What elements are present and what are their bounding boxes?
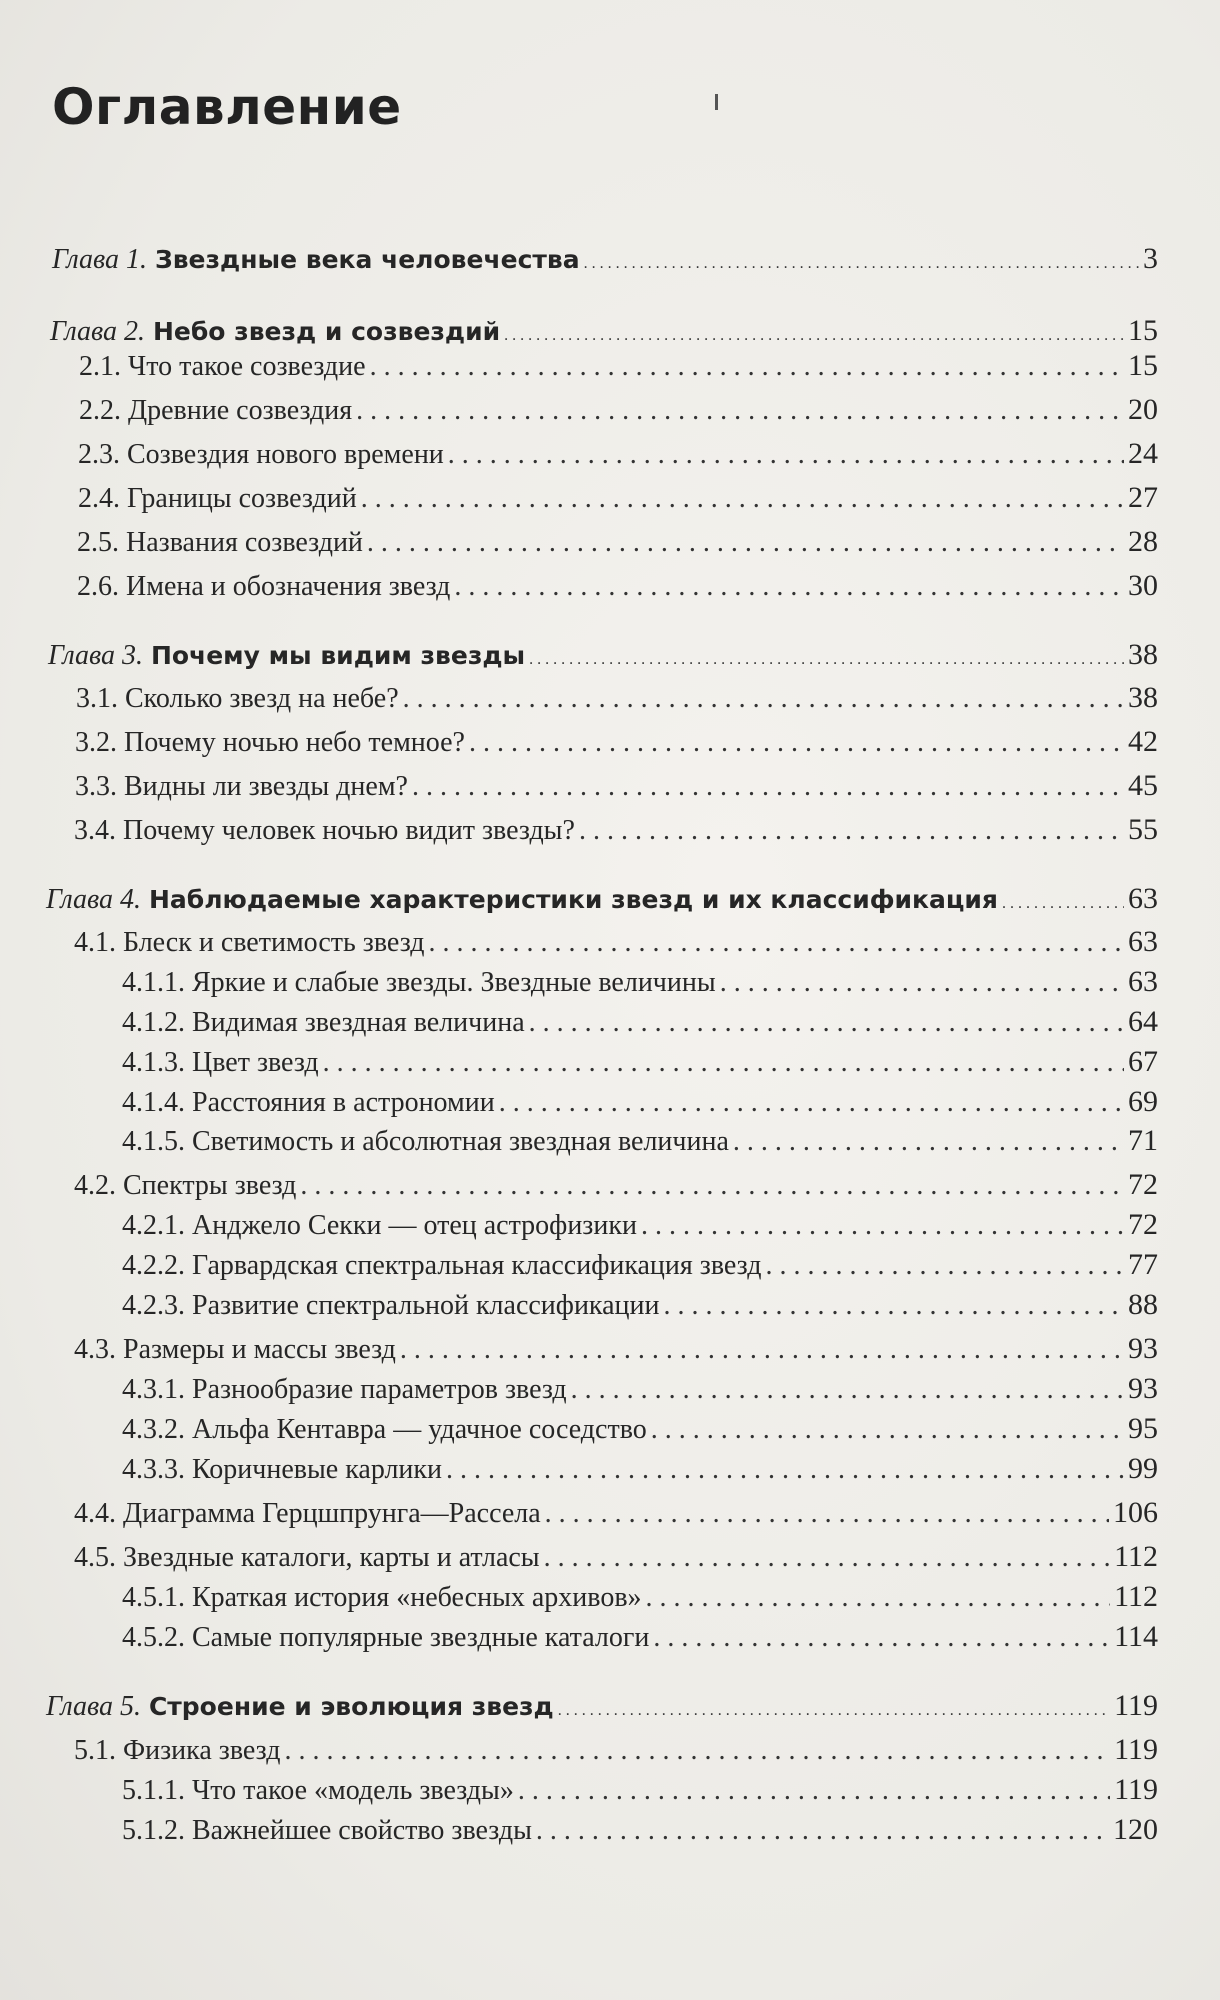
toc-entry-label xyxy=(50,316,500,348)
toc-chapter-row xyxy=(46,882,1158,922)
toc-entry-label: 4.1.1. Яркие и слабые звезды. Звездные величины xyxy=(122,967,716,998)
page-number: 88 xyxy=(1128,1288,1158,1321)
dot-leader xyxy=(663,1290,1124,1322)
dot-leader xyxy=(545,1498,1109,1530)
toc-section-row xyxy=(74,1540,1158,1580)
toc-entry-label: 4.2.3. Развитие спектральной классификации xyxy=(122,1290,660,1321)
dot-leader xyxy=(651,1414,1124,1446)
dot-leader xyxy=(448,439,1124,471)
dot-leader xyxy=(504,327,1124,345)
toc-section-row xyxy=(76,681,1158,721)
dot-leader xyxy=(356,395,1124,427)
page-number: 20 xyxy=(1128,393,1158,426)
toc-section-row xyxy=(79,349,1158,389)
toc-subsection-row xyxy=(122,1452,1158,1492)
toc-section-row xyxy=(74,1332,1158,1372)
dot-leader xyxy=(765,1250,1124,1282)
page-number: 69 xyxy=(1128,1085,1158,1118)
chapter-title: Почему мы видим звезды xyxy=(150,641,526,670)
dot-leader xyxy=(518,1775,1110,1807)
page-number: 120 xyxy=(1113,1813,1158,1846)
dot-leader xyxy=(429,927,1125,959)
dot-leader xyxy=(361,483,1124,515)
page-number: 24 xyxy=(1128,437,1158,470)
toc-subsection-row xyxy=(122,965,1158,1005)
toc-subsection-row xyxy=(122,1773,1158,1813)
dot-leader xyxy=(529,1007,1124,1039)
dot-leader xyxy=(403,683,1124,715)
dot-leader xyxy=(454,571,1124,603)
toc-chapter-row xyxy=(46,1689,1158,1729)
toc-entry-label: 2.3. Созвездия нового времени xyxy=(78,439,444,470)
toc-entry-label: 3.4. Почему человек ночью видит звезды? xyxy=(74,815,575,846)
dot-leader xyxy=(412,771,1124,803)
toc-entry-label: 5.1. Физика звезд xyxy=(74,1735,281,1766)
dot-leader xyxy=(1002,895,1124,913)
page-title: Оглавление xyxy=(52,78,402,136)
page-number: 112 xyxy=(1114,1580,1158,1613)
dot-leader xyxy=(653,1622,1110,1654)
toc-entry-label: 4.1.3. Цвет звезд xyxy=(122,1047,319,1078)
dot-leader xyxy=(733,1126,1124,1158)
toc-section-row xyxy=(74,1733,1158,1773)
toc-subsection-row xyxy=(122,1085,1158,1125)
dot-leader xyxy=(529,651,1124,669)
page-number: 93 xyxy=(1128,1372,1158,1405)
dot-leader xyxy=(499,1087,1124,1119)
page-number: 106 xyxy=(1113,1496,1158,1529)
page-number: 42 xyxy=(1128,725,1158,758)
toc-entry-label: 4.3.3. Коричневые карлики xyxy=(122,1454,443,1485)
page-number: 72 xyxy=(1128,1168,1158,1201)
dot-leader xyxy=(300,1170,1124,1202)
dot-leader xyxy=(544,1542,1111,1574)
dot-leader xyxy=(641,1210,1124,1242)
page-number: 114 xyxy=(1114,1620,1158,1653)
toc-entry-label: 2.1. Что такое созвездие xyxy=(79,351,366,382)
page-number: 119 xyxy=(1114,1689,1158,1722)
toc-entry-label: 3.2. Почему ночью небо темное? xyxy=(75,727,465,758)
dot-leader xyxy=(584,255,1139,273)
page-number: 99 xyxy=(1128,1452,1158,1485)
toc-section-row xyxy=(78,437,1158,477)
dot-leader xyxy=(536,1815,1109,1847)
toc-entry-label: 4.2.1. Анджело Секки — отец астрофизики xyxy=(122,1210,637,1241)
chapter-title: Небо звезд и созвездий xyxy=(152,317,501,346)
page-number: 63 xyxy=(1128,882,1158,915)
toc-entry-label xyxy=(52,244,580,276)
page-number: 15 xyxy=(1128,314,1158,347)
toc-subsection-row xyxy=(122,1248,1158,1288)
toc-entry-label: 4.1.4. Расстояния в астрономии xyxy=(122,1087,495,1118)
toc-entry-label: 2.6. Имена и обозначения звезд xyxy=(77,571,451,602)
toc-entry-label xyxy=(46,1691,554,1723)
toc-entry-label: 4.3.2. Альфа Кентавра — удачное соседство xyxy=(122,1414,647,1445)
toc-entry-label xyxy=(48,640,525,672)
page-number: 93 xyxy=(1128,1332,1158,1365)
toc-section-row xyxy=(74,925,1158,965)
toc-entry-label: 4.5. Звездные каталоги, карты и атласы xyxy=(74,1542,540,1573)
toc-chapter-row xyxy=(50,314,1158,354)
page-number: 15 xyxy=(1128,349,1158,382)
chapter-prefix: Глава 3. xyxy=(48,640,143,671)
toc-entry-label: 4.2.2. Гарвардская спектральная классификация звезд xyxy=(122,1250,762,1281)
page-number: 119 xyxy=(1114,1773,1158,1806)
dot-leader xyxy=(446,1454,1124,1486)
toc-entry-label: 2.5. Названия созвездий xyxy=(77,527,363,558)
chapter-title: Строение и эволюция звезд xyxy=(148,1692,554,1721)
toc-subsection-row xyxy=(122,1288,1158,1328)
dot-leader xyxy=(367,527,1124,559)
toc-entry-label: 4.2. Спектры звезд xyxy=(74,1170,297,1201)
toc-entry-label: 4.5.2. Самые популярные звездные каталоги xyxy=(122,1622,650,1653)
toc-section-row xyxy=(75,725,1158,765)
toc-section-row xyxy=(77,525,1158,565)
toc-subsection-row xyxy=(122,1813,1158,1853)
toc-entry-label: 4.3.1. Разнообразие параметров звезд xyxy=(122,1374,567,1405)
dot-leader xyxy=(558,1702,1110,1720)
toc-subsection-row xyxy=(122,1372,1158,1412)
toc-subsection-row xyxy=(122,1208,1158,1248)
page-number: 38 xyxy=(1128,681,1158,714)
page-number: 63 xyxy=(1128,925,1158,958)
toc-entry-label: 4.1. Блеск и светимость звезд xyxy=(74,927,425,958)
chapter-prefix: Глава 5. xyxy=(46,1691,141,1722)
chapter-prefix: Глава 2. xyxy=(50,316,145,347)
dot-leader xyxy=(400,1334,1124,1366)
page-number: 71 xyxy=(1128,1124,1158,1157)
toc-subsection-row xyxy=(122,1005,1158,1045)
chapter-title: Наблюдаемые характеристики звезд и их классификация xyxy=(148,885,998,914)
page-number: 63 xyxy=(1128,965,1158,998)
dot-leader xyxy=(579,815,1124,847)
dot-leader xyxy=(720,967,1124,999)
dot-leader xyxy=(571,1374,1124,1406)
page-number: 30 xyxy=(1128,569,1158,602)
toc-entry-label: 5.1.2. Важнейшее свойство звезды xyxy=(122,1815,532,1846)
page-number: 28 xyxy=(1128,525,1158,558)
page-number: 55 xyxy=(1128,813,1158,846)
page-number: 45 xyxy=(1128,769,1158,802)
dot-leader xyxy=(370,351,1124,383)
page-number: 72 xyxy=(1128,1208,1158,1241)
page-number: 3 xyxy=(1143,242,1158,275)
toc-entry-label: 4.5.1. Краткая история «небесных архивов» xyxy=(122,1582,642,1613)
toc-section-row xyxy=(74,1168,1158,1208)
page-number: 67 xyxy=(1128,1045,1158,1078)
toc-section-row xyxy=(77,569,1158,609)
toc-entry-label: 3.1. Сколько звезд на небе? xyxy=(76,683,399,714)
dot-leader xyxy=(323,1047,1124,1079)
chapter-prefix: Глава 1. xyxy=(52,244,147,275)
toc-entry-label: 4.3. Размеры и массы звезд xyxy=(74,1334,396,1365)
toc-entry-label: 4.4. Диаграмма Герцшпрунга—Рассела xyxy=(74,1498,541,1529)
toc-subsection-row xyxy=(122,1580,1158,1620)
toc-chapter-row xyxy=(48,638,1158,678)
toc-section-row xyxy=(74,1496,1158,1536)
page-number: 119 xyxy=(1114,1733,1158,1766)
toc-section-row xyxy=(78,481,1158,521)
dot-leader xyxy=(646,1582,1111,1614)
page-number: 38 xyxy=(1128,638,1158,671)
toc-entry-label: 2.4. Границы созвездий xyxy=(78,483,357,514)
toc-subsection-row xyxy=(122,1620,1158,1660)
toc-entry-label xyxy=(46,884,998,916)
chapter-title: Звездные века человечества xyxy=(154,245,580,274)
toc-entry-label: 3.3. Видны ли звезды днем? xyxy=(75,771,408,802)
toc-subsection-row xyxy=(122,1124,1158,1164)
page-number: 112 xyxy=(1114,1540,1158,1573)
toc-subsection-row xyxy=(122,1412,1158,1452)
toc-entry-label: 4.1.5. Светимость и абсолютная звездная величина xyxy=(122,1126,729,1157)
toc-entry-label: 4.1.2. Видимая звездная величина xyxy=(122,1007,525,1038)
toc-entry-label: 2.2. Древние созвездия xyxy=(79,395,353,426)
toc-section-row xyxy=(79,393,1158,433)
page-number: 95 xyxy=(1128,1412,1158,1445)
dot-leader xyxy=(284,1735,1110,1767)
toc-subsection-row xyxy=(122,1045,1158,1085)
page-number: 77 xyxy=(1128,1248,1158,1281)
toc-section-row xyxy=(74,813,1158,853)
toc-entry-label: 5.1.1. Что такое «модель звезды» xyxy=(122,1775,514,1806)
page-number: 64 xyxy=(1128,1005,1158,1038)
toc-section-row xyxy=(75,769,1158,809)
dot-leader xyxy=(469,727,1124,759)
page-number: 27 xyxy=(1128,481,1158,514)
chapter-prefix: Глава 4. xyxy=(46,884,141,915)
toc-chapter-row xyxy=(52,242,1158,282)
